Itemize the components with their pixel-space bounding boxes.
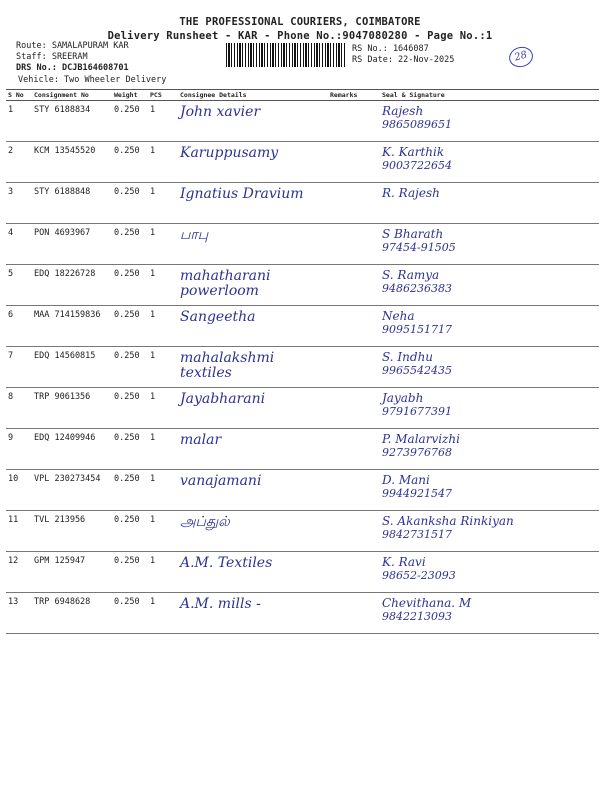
consignee-handwriting: Karuppusamy: [180, 145, 279, 161]
consignee-handwriting: mahalakshmi textiles: [180, 350, 275, 381]
consignee-cell: [178, 142, 328, 183]
header-consignment: Consignment No: [32, 90, 112, 101]
circled-mark: 28: [507, 44, 535, 70]
consignment-cell: TRP 9061356: [32, 388, 112, 429]
pcs-cell: 1: [148, 101, 178, 142]
table-row: [6, 593, 599, 634]
signature-cell: [380, 101, 599, 142]
sno-cell: 11: [6, 511, 32, 552]
signature-cell: [380, 224, 599, 265]
consignee-cell: [178, 388, 328, 429]
consignee-cell: [178, 265, 328, 306]
signature-cell: [380, 183, 599, 224]
pcs-cell: 1: [148, 511, 178, 552]
signature-text: S Bharath: [382, 227, 444, 241]
pcs-cell: 1: [148, 183, 178, 224]
table-row: [6, 429, 599, 470]
signature-text: Rajesh: [382, 104, 424, 118]
consignee-cell: [178, 306, 328, 347]
consignee-handwriting: malar: [180, 432, 222, 448]
table-row: [6, 511, 599, 552]
phone-text: 98652-23093: [382, 569, 456, 582]
weight-cell: 0.250: [112, 470, 148, 511]
weight-cell: 0.250: [112, 429, 148, 470]
remarks-cell: [328, 511, 380, 552]
runsheet-subtitle: Delivery Runsheet - KAR - Phone No.:9047080280 - Page No.:1: [107, 30, 493, 42]
table-row: [6, 101, 599, 142]
signature-cell: [380, 142, 599, 183]
consignment-cell: STY 6188848: [32, 183, 112, 224]
pcs-cell: 1: [148, 593, 178, 634]
weight-cell: 0.250: [112, 183, 148, 224]
pcs-cell: 1: [148, 552, 178, 593]
phone-text: 9944921547: [382, 487, 452, 500]
remarks-cell: [328, 388, 380, 429]
remarks-cell: [328, 183, 380, 224]
sno-cell: 6: [6, 306, 32, 347]
weight-cell: 0.250: [112, 142, 148, 183]
consignee-handwriting: Sangeetha: [180, 309, 256, 325]
pcs-cell: 1: [148, 265, 178, 306]
sno-cell: 12: [6, 552, 32, 593]
staff-text: Staff: SREERAM: [16, 52, 88, 62]
sno-cell: 4: [6, 224, 32, 265]
remarks-cell: [328, 265, 380, 306]
sno-cell: 9: [6, 429, 32, 470]
consignee-cell: [178, 183, 328, 224]
remarks-cell: [328, 142, 380, 183]
signature-text: Neha: [382, 309, 415, 323]
pcs-cell: 1: [148, 224, 178, 265]
sno-cell: 13: [6, 593, 32, 634]
sno-cell: 7: [6, 347, 32, 388]
weight-cell: 0.250: [112, 593, 148, 634]
remarks-cell: [328, 470, 380, 511]
route-text: Route: SAMALAPURAM KAR: [16, 41, 129, 51]
phone-text: 97454-91505: [382, 241, 456, 254]
remarks-cell: [328, 101, 380, 142]
consignment-cell: KCM 13545520: [32, 142, 112, 183]
phone-text: 9842731517: [382, 528, 452, 541]
signature-text: P. Malarvizhi: [382, 432, 460, 446]
pcs-cell: 1: [148, 388, 178, 429]
barcode: [226, 43, 346, 67]
phone-text: 9003722654: [382, 159, 452, 172]
remarks-cell: [328, 593, 380, 634]
table-header-row: [6, 90, 599, 101]
consignee-cell: [178, 593, 328, 634]
rs-date: RS Date: 22-Nov-2025: [352, 55, 455, 65]
table-row: [6, 470, 599, 511]
signature-cell: [380, 388, 599, 429]
phone-text: 9791677391: [382, 405, 452, 418]
pcs-cell: 1: [148, 347, 178, 388]
header-consignee: Consignee Details: [178, 90, 328, 101]
signature-text: S. Akanksha Rinkiyan: [382, 514, 514, 528]
header-signature: Seal & Signature: [380, 90, 599, 101]
remarks-cell: [328, 347, 380, 388]
consignment-cell: PON 4693967: [32, 224, 112, 265]
consignee-handwriting: A.M. mills -: [180, 596, 261, 612]
consignee-cell: [178, 470, 328, 511]
phone-text: 9486236383: [382, 282, 452, 295]
signature-text: R. Rajesh: [382, 186, 440, 200]
weight-cell: 0.250: [112, 101, 148, 142]
consignee-cell: [178, 511, 328, 552]
signature-cell: [380, 306, 599, 347]
signature-text: K. Karthik: [382, 145, 445, 159]
weight-cell: 0.250: [112, 552, 148, 593]
consignment-cell: VPL 230273454: [32, 470, 112, 511]
consignee-handwriting: பாபு: [180, 227, 209, 243]
consignee-handwriting: vanajamani: [180, 473, 262, 489]
header-weight: Weight: [112, 90, 148, 101]
phone-text: 9842213093: [382, 610, 452, 623]
table-row: [6, 142, 599, 183]
table-row: [6, 388, 599, 429]
phone-text: 9273976768: [382, 446, 452, 459]
consignee-handwriting: அப்துல்: [180, 514, 230, 530]
consignment-cell: EDQ 18226728: [32, 265, 112, 306]
consignee-handwriting: Ignatius Dravium: [180, 186, 304, 202]
weight-cell: 0.250: [112, 265, 148, 306]
table-row: [6, 306, 599, 347]
weight-cell: 0.250: [112, 388, 148, 429]
signature-text: Chevithana. M: [382, 596, 472, 610]
runsheet-table: [6, 89, 599, 634]
consignee-cell: [178, 552, 328, 593]
sno-cell: 8: [6, 388, 32, 429]
phone-text: 9095151717: [382, 323, 452, 336]
consignment-cell: EDQ 14560815: [32, 347, 112, 388]
pcs-cell: 1: [148, 470, 178, 511]
consignee-cell: [178, 347, 328, 388]
signature-text: S. Ramya: [382, 268, 440, 282]
signature-cell: [380, 511, 599, 552]
remarks-cell: [328, 224, 380, 265]
remarks-cell: [328, 429, 380, 470]
signature-cell: [380, 347, 599, 388]
phone-text: 9865089651: [382, 118, 452, 131]
table-row: [6, 347, 599, 388]
signature-text: K. Ravi: [382, 555, 426, 569]
remarks-cell: [328, 552, 380, 593]
consignee-cell: [178, 101, 328, 142]
signature-text: Jayabh: [382, 391, 424, 405]
weight-cell: 0.250: [112, 347, 148, 388]
header-remarks: Remarks: [328, 90, 380, 101]
signature-text: S. Indhu: [382, 350, 434, 364]
signature-cell: [380, 593, 599, 634]
signature-cell: [380, 429, 599, 470]
pcs-cell: 1: [148, 306, 178, 347]
remarks-cell: [328, 306, 380, 347]
signature-text: D. Mani: [382, 473, 430, 487]
sno-cell: 10: [6, 470, 32, 511]
signature-cell: [380, 552, 599, 593]
consignee-handwriting: mahatharani powerloom: [180, 268, 271, 299]
sno-cell: 3: [6, 183, 32, 224]
drs-number: DRS No.: DCJB164608701: [16, 63, 129, 73]
weight-cell: 0.250: [112, 511, 148, 552]
table-row: [6, 265, 599, 306]
table-row: [6, 552, 599, 593]
signature-cell: [380, 470, 599, 511]
table-row: [6, 224, 599, 265]
weight-cell: 0.250: [112, 224, 148, 265]
pcs-cell: 1: [148, 142, 178, 183]
consignee-cell: [178, 224, 328, 265]
consignment-cell: TRP 6948628: [32, 593, 112, 634]
vehicle-text: Vehicle: Two Wheeler Delivery: [18, 75, 167, 85]
header-pcs: PCS: [148, 90, 178, 101]
sno-cell: 5: [6, 265, 32, 306]
consignment-cell: MAA 714159836: [32, 306, 112, 347]
pcs-cell: 1: [148, 429, 178, 470]
consignee-cell: [178, 429, 328, 470]
table-row: [6, 183, 599, 224]
consignment-cell: STY 6188834: [32, 101, 112, 142]
header-sno: S No: [6, 90, 32, 101]
consignment-cell: GPM 125947: [32, 552, 112, 593]
consignment-cell: TVL 213956: [32, 511, 112, 552]
consignee-handwriting: Jayabharani: [180, 391, 266, 407]
sno-cell: 1: [6, 101, 32, 142]
weight-cell: 0.250: [112, 306, 148, 347]
signature-cell: [380, 265, 599, 306]
phone-text: 9965542435: [382, 364, 452, 377]
sno-cell: 2: [6, 142, 32, 183]
consignee-handwriting: John xavier: [180, 104, 261, 120]
rs-number: RS No.: 1646087: [352, 44, 429, 54]
consignment-cell: EDQ 12409946: [32, 429, 112, 470]
consignee-handwriting: A.M. Textiles: [180, 555, 273, 571]
company-title: THE PROFESSIONAL COURIERS, COIMBATORE: [179, 16, 421, 28]
